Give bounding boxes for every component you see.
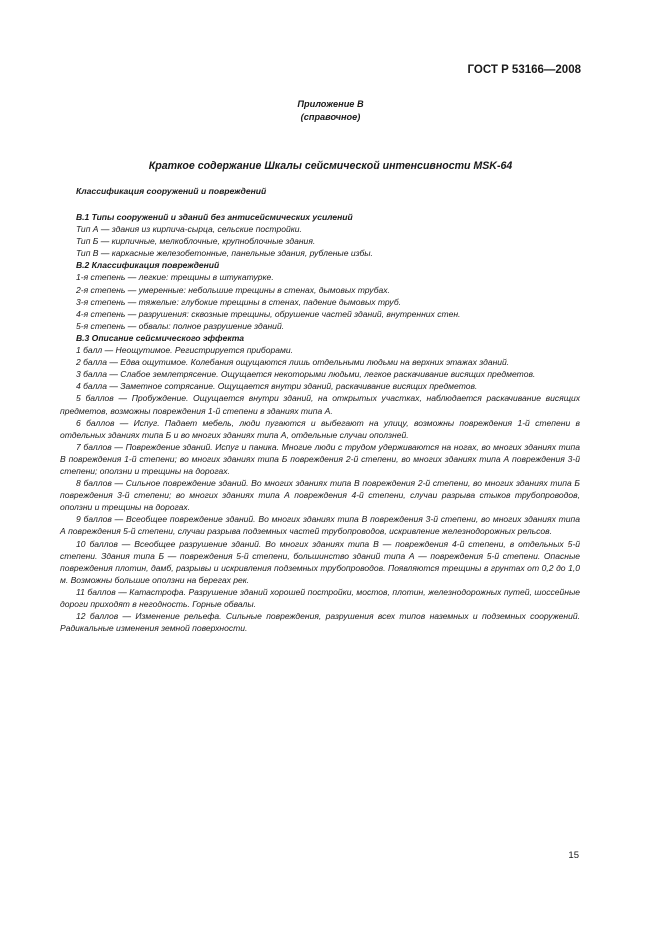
section-subtitle: Классификация сооружений и повреждений [76, 186, 267, 196]
list-item: 9 баллов — Всеобщее повреждение зданий. Во многих зданиях типа В повреждения 3-й степени, во многих зданиях типа А повреждения 5-й степени, случаи разрыва подземных частей трубопроводов, искривление железнодорожных рельсов. [60, 514, 580, 537]
list-item: 4-я степень — разрушения: сквозные трещины, обрушение частей зданий, внутренних стен. [76, 308, 461, 319]
annex-header [0, 98, 661, 124]
list-item: 4 балла — Заметное сотрясание. Ощущается внутри зданий, раскачивание висящих предметов. [76, 381, 478, 392]
document-body [60, 211, 580, 634]
standard-code: ГОСТ Р 53166—2008 [467, 64, 581, 76]
list-item: 6 баллов — Испуг. Падает мебель, люди пугаются и выбегают на улицу, возможны повреждения 1-й степени в отдельных зданиях типа Б и во многих зданиях типа А, отдельные случаи оползней. [60, 417, 580, 440]
list-item: 8 баллов — Сильное повреждение зданий. Во многих зданиях типа В повреждения 2-й степени, во многих зданиях типа Б повреждения 3-й степени; во многих зданиях типа А повреждения 4-й степени, случаи разрыва стыков трубопроводов, оползни и трещины на дорогах. [60, 478, 580, 513]
list-item: 2-я степень — умеренные: небольшие трещины в стенах, дымовых трубах. [76, 284, 390, 295]
section-heading: В.1 Типы сооружений и зданий без антисейсмических усилений [76, 212, 353, 222]
annex-title: Приложение В [297, 99, 364, 109]
section-heading: В.2 Классификация повреждений [76, 260, 220, 271]
section-heading: В.3 Описание сейсмического эффекта [76, 332, 245, 343]
list-item: Тип А — здания из кирпича-сырца, сельские постройки. [76, 224, 302, 235]
annex-kind: (справочное) [300, 112, 361, 122]
list-item: 3 балла — Слабое землетрясение. Ощущается некоторыми людьми, легкое раскачивание висящих предметов. [76, 369, 536, 380]
list-item: 12 баллов — Изменение рельефа. Сильные повреждения, разрушения всех типов наземных и подземных сооружений. Радикальные изменения земной поверхности. [60, 611, 580, 634]
list-item: 11 баллов — Катастрофа. Разрушение зданий хорошей постройки, мостов, плотин, железнодорожных путей, шоссейные дороги приходят в негодность. Горные обвалы. [60, 586, 580, 609]
list-item: 5-я степень — обвалы: полное разрушение зданий. [76, 320, 285, 331]
list-item: 10 баллов — Всеобщее разрушение зданий. Во многих зданиях типа В — повреждения 4-й степени, в отдельных 5-й степени. Здания типа Б — повреждения 5-й степени, большинство зданий типа А — повреждения 5-й степени. Опасные повреждения плотин, дамб, разрывы и искривления подземных трубопроводов. Появляются трещины в грунтах от 0,2 до 1,0 м. Возможны большие оползни на берегах рек. [60, 538, 580, 585]
document-title: Краткое содержание Шкалы сейсмической интенсивности MSK-64 [148, 160, 513, 172]
list-item: 1 балл — Неощутимое. Регистрируется приборами. [76, 345, 293, 356]
list-item: 1-я степень — легкие: трещины в штукатурке. [76, 272, 274, 283]
page-number: 15 [568, 850, 579, 861]
list-item: Тип В — каркасные железобетонные, панельные здания, рубленые избы. [76, 248, 373, 259]
list-item: Тип Б — кирпичные, мелкоблочные, крупноблочные здания. [76, 236, 316, 247]
list-item: 7 баллов — Повреждение зданий. Испуг и паника. Многие люди с трудом удерживаются на ногах, во многих зданиях типа В повреждения 1-й степени; во многих зданиях типа Б повреждения 2-й степени, во многих зданиях типа А повреждения 3-й степени; оползни и трещины на дорогах. [60, 441, 580, 476]
list-item: 2 балла — Едва ощутимое. Колебания ощущаются лишь отдельными людьми на верхних этажах зданий. [76, 357, 510, 368]
list-item: 3-я степень — тяжелые: глубокие трещины в стенах, падение дымовых труб. [76, 296, 402, 307]
list-item: 5 баллов — Пробуждение. Ощущается внутри зданий, на открытых участках, наблюдается раскачивание висящих предметов, возможны повреждения 1-й степени в зданиях типа А. [60, 393, 580, 416]
